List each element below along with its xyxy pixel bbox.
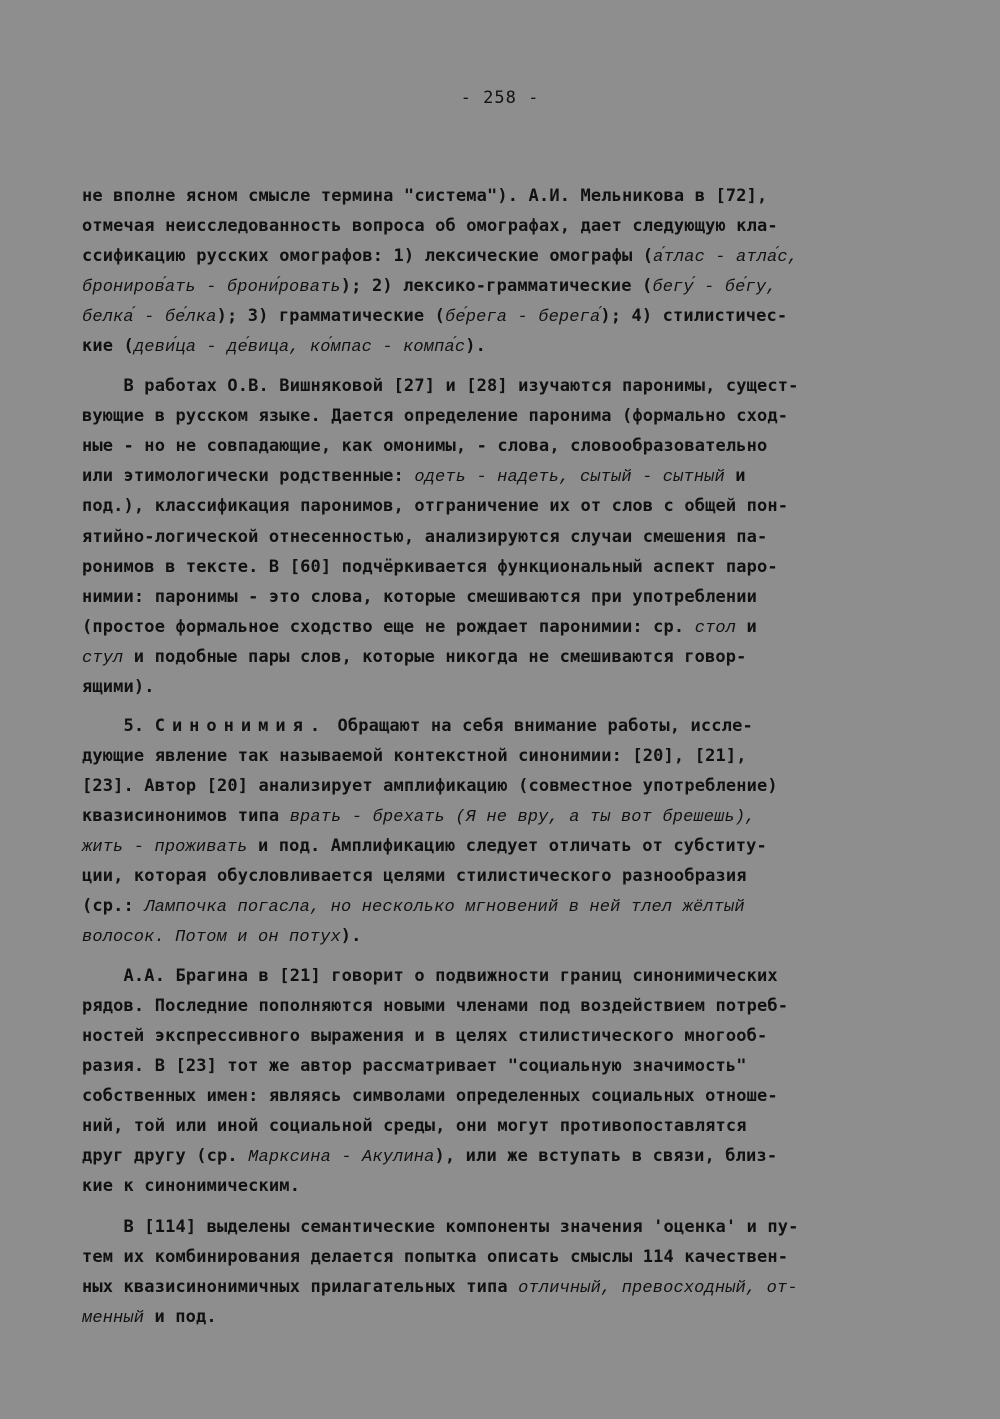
body-text: разия. В [23] тот же автор рассматривает "социальную значимость" [82,1056,747,1076]
body-text: и под. Амплификацию следует отличать от субститу- [247,836,767,856]
example-text: бегу́ - бе́гу, [652,278,777,297]
body-text: ). [465,336,486,356]
body-text: отмечая неисследованность вопроса об омографах, дает следующую кла- [82,216,778,236]
example-text: деви́ца - де́вица, ко́мпас - компа́с [133,338,466,357]
text-line [82,996,788,1016]
text-line [82,1026,767,1046]
body-text: ); 4) стилистичес- [600,306,788,326]
example-text: а́тлас - атла́с, [653,248,799,267]
text-line [82,647,747,668]
text-line [82,1217,799,1237]
text-line [82,1277,798,1298]
example-text: брониров́ать - брони́ровать [82,278,341,297]
text-line [82,406,788,426]
body-text: дующие явление так называемой контекстной синонимии: [20], [21], [82,746,747,766]
text-line [82,1056,747,1076]
body-text: А.А. Брагина в [21] говорит о подвижности границ синонимических [82,966,778,986]
section-number: 5. [82,716,155,736]
text-line [82,806,756,827]
text-line [82,306,787,327]
text-line [82,336,486,357]
body-text: квазисинонимов типа [82,806,290,826]
example-text: стул [82,648,124,668]
body-text: рядов. Последние пополняются новыми членами под воздействием потреб- [82,996,789,1016]
body-text: ящими). [82,677,155,697]
text-line [82,186,767,206]
example-text: врать - брехать (Я не вру, а ты вот брешешь), [289,808,756,827]
body-text: ронимов в тексте. В [60] подчёркивается функциональный аспект паро- [82,556,778,577]
body-text: ); 2) лексико-грамматические ( [340,276,653,296]
body-text: Обращают на себя внимание работы, иссле- [327,716,753,736]
text-line [82,926,362,947]
text-line [82,1146,777,1167]
text-line [82,1176,300,1196]
body-text: ссификацию русских омографов: 1) лексические омографы ( [82,246,654,266]
example-text: белка́ - бе́лка [82,308,217,327]
text-line [82,617,757,638]
text-line [82,1247,788,1267]
text-line [82,466,746,487]
section-title: Синонимия. [154,716,328,736]
body-text: В работах О.В. Вишняковой [27] и [28] изучаются паронимы, сущест- [82,376,799,396]
body-text: В [114] выделены семантические компоненты значения 'оценка' и пу- [82,1217,799,1237]
body-text: (ср.: [82,896,145,916]
body-text: вующие в русском языке. Дается определение паронима (формально сход- [82,406,789,427]
text-line [82,1116,747,1136]
body-text: ностей экспрессивного выражения и в целях стилистического многооб- [82,1026,768,1046]
text-line [82,966,778,986]
text-line [82,716,753,736]
body-text: ные - но не совпадающие, как омонимы, - слова, словообразовательно [82,436,768,457]
text-line [82,376,799,396]
text-line [82,896,745,917]
text-line [82,246,798,267]
body-text: друг другу (ср. [82,1146,249,1166]
body-text: ятийно-логической отнесенностью, анализируются случаи смешения па- [82,526,768,547]
text-line [82,527,767,547]
example-text: стол [694,618,737,638]
example-text: Марксина - Акулина [248,1148,435,1167]
text-line [82,677,155,697]
example-text: бе́рега - берега́ [445,308,601,327]
example-text: Лампочка погасла, но несколько мгновений в ней тлел жёлтый [144,898,745,917]
example-text: менный [82,1309,145,1328]
example-text: волосок. Потом и он потух [82,928,341,947]
body-text: не вполне ясном смысле термина "система"). А.И. Мельникова в [72], [82,186,768,206]
body-text: тем их комбинирования делается попытка описать смыслы 114 качествен- [82,1247,789,1267]
text-line [82,1086,778,1106]
body-text: кие к синонимическим. [82,1176,301,1196]
body-text: или этимологически родственные: [82,466,415,487]
body-text: и подобные пары слов, которые никогда не смешиваются говор- [123,646,747,667]
body-text: ний, той или иной социальной среды, они могут противопоставлятся [82,1116,747,1136]
page-number: - 258 - [460,88,540,108]
body-text: кие ( [82,336,134,356]
text-line [82,216,778,236]
text-line [82,746,747,766]
body-text: ), или же вступать в связи, близ- [434,1146,778,1166]
text-line [82,776,778,796]
example-text: жить - проживать [82,838,248,857]
text-line [82,557,778,577]
text-line [82,1307,217,1328]
text-line [82,587,757,607]
body-text: ); 3) грамматические ( [216,306,446,326]
text-line [82,496,788,516]
body-text: (простое формальное сходство еще не рождает паронимии: ср. [82,616,695,637]
body-text: собственных имен: являясь символами определенных социальных отноше- [82,1086,778,1106]
body-text: ции, которая обусловливается целями стилистического разнообразия [82,866,747,886]
body-text: ных квазисинонимичных прилагательных типа [82,1277,519,1297]
text-line [82,866,747,886]
body-text: нимии: паронимы - это слова, которые смешиваются при употреблении [82,586,758,607]
body-text: и [724,466,746,487]
body-text: и под. [144,1307,217,1327]
body-text: ). [340,926,362,946]
text-line [82,436,767,456]
text-line [82,276,777,297]
body-text: и [736,616,757,637]
body-text: [23]. Автор [20] анализирует амплификацию (совместное употребление) [82,776,778,796]
example-text: одеть - надеть, сытый - сытный [414,468,725,488]
example-text: отличный, превосходный, от- [518,1279,798,1298]
text-line [82,836,767,857]
body-text: под.), классификация паронимов, отграничение их от слов с общей пон- [82,496,789,517]
